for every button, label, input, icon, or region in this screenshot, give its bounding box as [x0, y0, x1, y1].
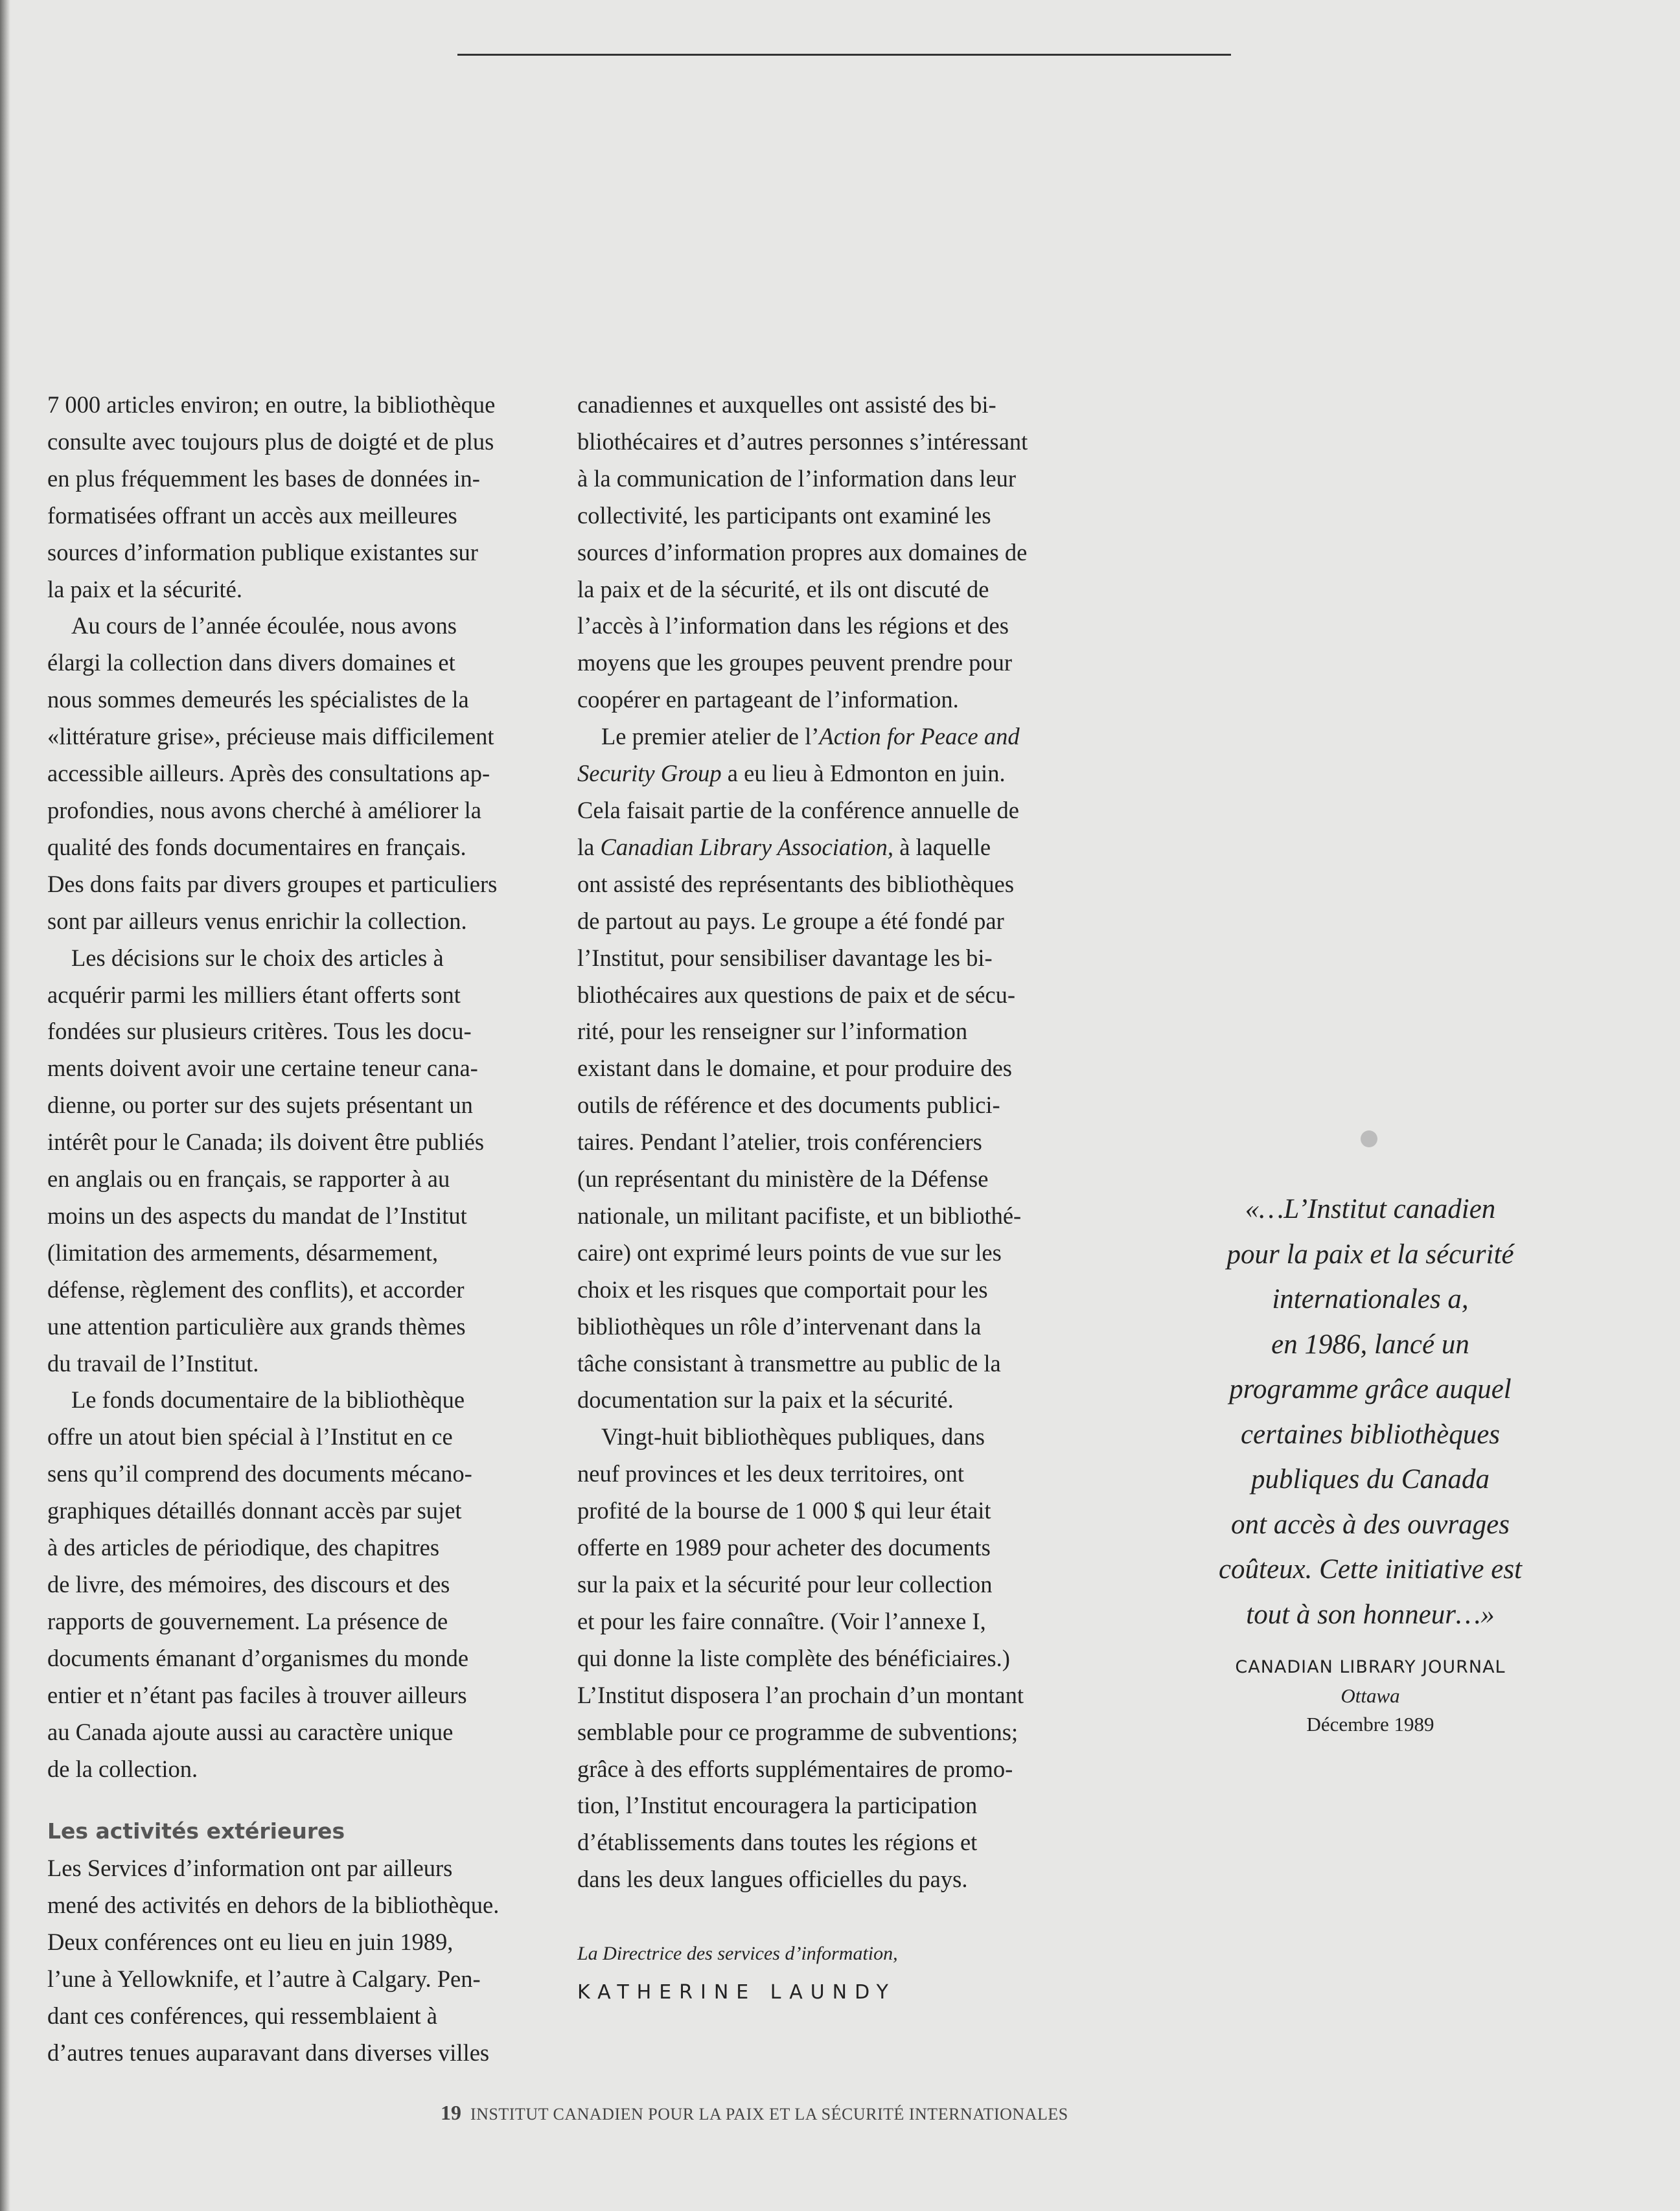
- text-line: canadiennes et auxquelles ont assisté des bi-: [577, 391, 996, 418]
- text-line: bibliothèques un rôle d’intervenant dans la: [577, 1312, 982, 1340]
- organization-name: Security Group: [577, 760, 722, 787]
- text-line: ments doivent avoir une certaine teneur cana-: [47, 1055, 478, 1082]
- quote-line: certaines bibliothèques: [1240, 1419, 1501, 1450]
- text-line: graphiques détaillés donnant accès par sujet: [47, 1497, 462, 1524]
- text-line: outils de référence et des documents publici-: [577, 1092, 1000, 1119]
- text-line: (limitation des armements, désarmement,: [47, 1239, 439, 1266]
- text-line: choix et les risques que comportait pour les: [577, 1276, 988, 1303]
- text-line: semblable pour ce programme de subventions;: [577, 1718, 1018, 1745]
- text-line: l’une à Yellowknife, et l’autre à Calgary. Pen-: [47, 1965, 481, 1993]
- text-line: sources d’information publique existantes sur: [47, 538, 478, 566]
- footer-organization: INSTITUT CANADIEN POUR LA PAIX ET LA SÉCURITÉ INTERNATIONALES: [470, 2105, 1068, 2124]
- text-line: Le fonds documentaire de la bibliothèque: [71, 1386, 465, 1414]
- quote-line: ont accès à des ouvrages: [1231, 1509, 1510, 1540]
- text-line: en plus fréquemment les bases de données in-: [47, 464, 480, 492]
- text-line: de partout au pays. Le groupe a été fondé par: [577, 907, 1004, 934]
- text-line: profité de la bourse de 1 000 $ qui leur était: [577, 1497, 991, 1524]
- text-line: d’autres tenues auparavant dans diverses villes: [47, 2039, 490, 2066]
- text-line: la paix et la sécurité.: [47, 575, 242, 602]
- text-column-left: [47, 387, 559, 2072]
- text-line: dienne, ou porter sur des sujets présentant un: [47, 1092, 473, 1119]
- text-line: entier et n’étant pas faciles à trouver ailleurs: [47, 1681, 467, 1708]
- text-line: sur la paix et la sécurité pour leur collection: [577, 1571, 993, 1598]
- text-line: consulte avec toujours plus de doigté et de plus: [47, 428, 494, 455]
- paragraph: [47, 1850, 559, 2071]
- text-line: [577, 718, 1096, 755]
- text-line: neuf provinces et les deux territoires, ont: [577, 1460, 964, 1487]
- paragraph: [47, 387, 559, 608]
- paragraph: [47, 608, 559, 939]
- text-line: mené des activités en dehors de la bibliothèque.: [47, 1892, 500, 1919]
- paragraph: [47, 1382, 559, 1787]
- header-rule: [457, 54, 1231, 56]
- text-line: Deux conférences ont eu lieu en juin 1989,: [47, 1929, 454, 1956]
- text-run: Le premier atelier de l’: [601, 723, 820, 750]
- text-line: nationale, un militant pacifiste, et un bibliothé-: [577, 1202, 1022, 1229]
- text-line: défense, règlement des conflits), et accorder: [47, 1276, 465, 1303]
- text-line: sont par ailleurs venus enrichir la collection.: [47, 907, 467, 934]
- text-line: offerte en 1989 pour acheter des documents: [577, 1534, 991, 1561]
- text-line: ont assisté des représentants des bibliothèques: [577, 870, 1015, 897]
- text-line: taires. Pendant l’atelier, trois conférenciers: [577, 1128, 982, 1156]
- text-line: de livre, des mémoires, des discours et des: [47, 1571, 450, 1598]
- bullet-dot-icon: [1361, 1130, 1377, 1147]
- text-line: sens qu’il comprend des documents mécano-: [47, 1460, 472, 1487]
- text-line: collectivité, les participants ont examiné les: [577, 501, 991, 529]
- text-line: qui donne la liste complète des bénéficiaires.): [577, 1644, 1010, 1671]
- signature-name: KATHERINE LAUNDY: [577, 1981, 896, 2004]
- text-line: 7 000 articles environ; en outre, la bibliothèque: [47, 391, 496, 418]
- text-line: qualité des fonds documentaires en français.: [47, 833, 466, 860]
- text-line: bliothécaires et d’autres personnes s’intéressant: [577, 428, 1028, 455]
- text-line: [577, 755, 1096, 792]
- text-line: dant ces conférences, qui ressemblaient à: [47, 2002, 437, 2029]
- text-line: acquérir parmi les milliers étant offerts sont: [47, 981, 461, 1008]
- quote-line: «…L’Institut canadien: [1245, 1194, 1496, 1224]
- page-number: 19: [441, 2101, 461, 2124]
- text-line: la paix et de la sécurité, et ils ont discuté de: [577, 575, 989, 602]
- text-line: accessible ailleurs. Après des consultations ap-: [47, 760, 490, 787]
- quote-attribution: [1163, 1653, 1578, 1739]
- organization-name: Action for Peace and: [819, 723, 1020, 750]
- text-line: tâche consistant à transmettre au public de la: [577, 1349, 1001, 1377]
- text-line: au Canada ajoute aussi au caractère unique: [47, 1718, 454, 1745]
- text-line: (un représentant du ministère de la Défense: [577, 1165, 989, 1193]
- quote-line: coûteux. Cette initiative est: [1218, 1554, 1523, 1585]
- paragraph: [577, 387, 1096, 718]
- text-line: moyens que les groupes peuvent prendre pour: [577, 649, 1013, 676]
- text-line: intérêt pour le Canada; ils doivent être publiés: [47, 1128, 485, 1156]
- quote-line: tout à son honneur…»: [1246, 1599, 1495, 1630]
- text-line: Des dons faits par divers groupes et particuliers: [47, 870, 498, 897]
- text-line: sources d’information propres aux domaines de: [577, 538, 1028, 566]
- text-line: Les Services d’information ont par ailleurs: [47, 1855, 453, 1882]
- text-line: moins un des aspects du mandat de l’Institut: [47, 1202, 467, 1229]
- text-run: à laquelle: [893, 833, 991, 860]
- quote-source: CANADIAN LIBRARY JOURNAL: [1235, 1657, 1506, 1677]
- text-line: Vingt-huit bibliothèques publiques, dans: [601, 1423, 985, 1450]
- quote-line: internationales a,: [1272, 1284, 1469, 1314]
- text-line: [577, 829, 1096, 866]
- text-line: nous sommes demeurés les spécialistes de la: [47, 686, 469, 713]
- text-line: grâce à des efforts supplémentaires de promo-: [577, 1755, 1013, 1782]
- text-line: rapports de gouvernement. La présence de: [47, 1607, 448, 1634]
- text-line: fondées sur plusieurs critères. Tous les docu-: [47, 1018, 472, 1045]
- text-line: bliothécaires aux questions de paix et de sécu-: [577, 981, 1016, 1008]
- quote-line: pour la paix et la sécurité: [1226, 1239, 1514, 1270]
- text-line: offre un atout bien spécial à l’Institut en ce: [47, 1423, 453, 1450]
- pull-quote: [1163, 1187, 1578, 1637]
- text-line: une attention particulière aux grands thèmes: [47, 1312, 466, 1340]
- text-line: à des articles de périodique, des chapitres: [47, 1534, 440, 1561]
- signature-title: La Directrice des services d’information,: [577, 1943, 898, 1965]
- quote-line: en 1986, lancé un: [1271, 1329, 1469, 1360]
- text-line: élargi la collection dans divers domaines et: [47, 649, 455, 676]
- paragraph: [577, 1419, 1096, 1898]
- text-line: rité, pour les renseigner sur l’information: [577, 1018, 968, 1045]
- quote-date: Décembre 1989: [1306, 1713, 1434, 1736]
- organization-name: Canadian Library Association,: [600, 833, 894, 860]
- text-line: du travail de l’Institut.: [47, 1349, 259, 1377]
- text-line: documentation sur la paix et la sécurité.: [577, 1386, 954, 1414]
- text-line: l’Institut, pour sensibiliser davantage les bi-: [577, 944, 993, 971]
- text-line: Les décisions sur le choix des articles à: [71, 944, 444, 971]
- text-line: existant dans le domaine, et pour produire des: [577, 1055, 1013, 1082]
- paragraph: [577, 718, 1096, 1419]
- quote-line: publiques du Canada: [1251, 1464, 1490, 1495]
- text-line: caire) ont exprimé leurs points de vue sur les: [577, 1239, 1002, 1266]
- text-line: coopérer en partageant de l’information.: [577, 686, 959, 713]
- text-line: et pour les faire connaître. (Voir l’annexe I,: [577, 1607, 986, 1634]
- quote-city: Ottawa: [1341, 1684, 1400, 1707]
- text-run: a eu lieu à Edmonton en juin.: [721, 760, 1006, 787]
- text-line: «littérature grise», précieuse mais difficilement: [47, 723, 494, 750]
- page-footer: [441, 2101, 1283, 2125]
- text-line: tion, l’Institut encouragera la participation: [577, 1792, 978, 1819]
- text-run: la: [577, 833, 601, 860]
- text-line: en anglais ou en français, se rapporter à au: [47, 1165, 450, 1193]
- quote-line: programme grâce auquel: [1229, 1374, 1512, 1404]
- paragraph: [47, 940, 559, 1382]
- text-line: formatisées offrant un accès aux meilleures: [47, 501, 457, 529]
- text-line: d’établissements dans toutes les régions et: [577, 1829, 978, 1856]
- text-line: dans les deux langues officielles du pays.: [577, 1866, 968, 1893]
- text-line: profondies, nous avons cherché à améliorer la: [47, 796, 481, 823]
- text-line: L’Institut disposera l’an prochain d’un montant: [577, 1681, 1024, 1708]
- text-line: Cela faisait partie de la conférence annuelle de: [577, 796, 1019, 823]
- text-line: documents émanant d’organismes du monde: [47, 1644, 469, 1671]
- text-line: de la collection.: [47, 1755, 198, 1782]
- text-line: Au cours de l’année écoulée, nous avons: [71, 612, 457, 639]
- page-edge-shadow: [0, 0, 10, 2211]
- text-line: l’accès à l’information dans les régions et des: [577, 612, 1009, 639]
- section-heading: Les activités extérieures: [47, 1818, 345, 1844]
- text-line: à la communication de l’information dans leur: [577, 464, 1017, 492]
- text-column-middle: [577, 387, 1096, 2012]
